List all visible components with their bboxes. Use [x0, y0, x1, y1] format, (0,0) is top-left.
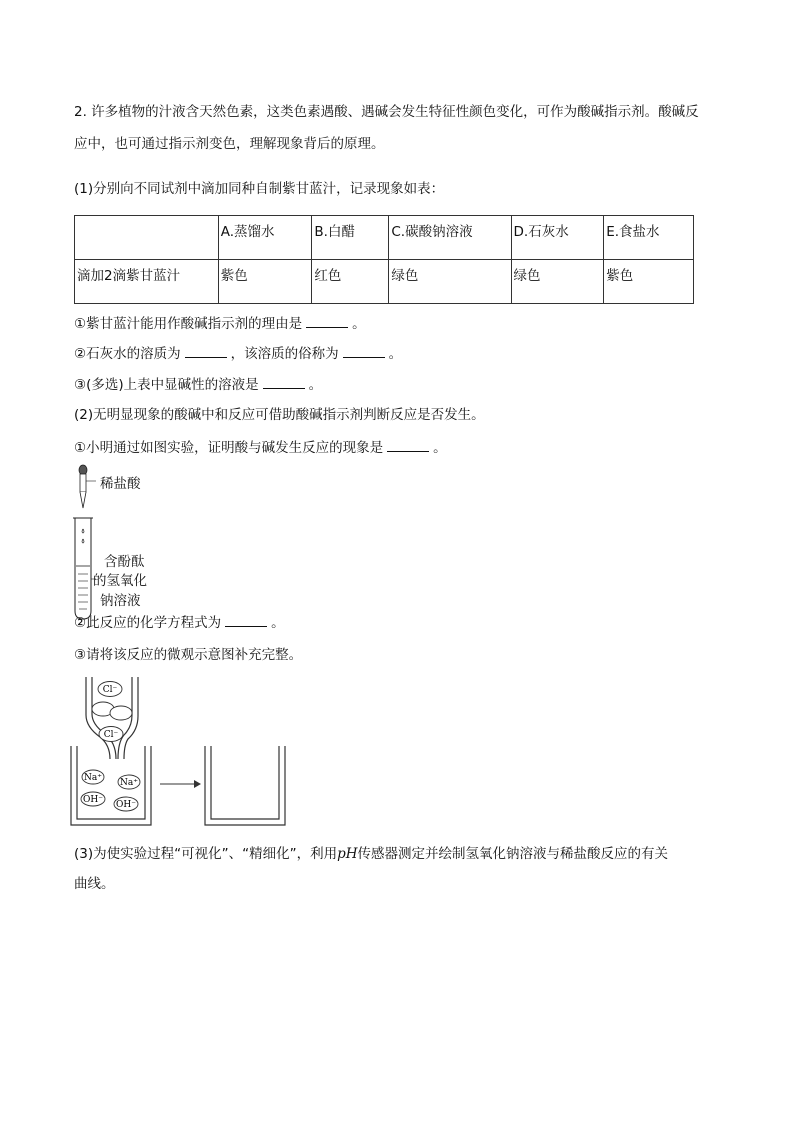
micro-diagram: [66, 675, 296, 827]
intro-line-2: 应中，也可通过指示剂变色，理解现象背后的原理。: [74, 136, 385, 152]
table-cell: 紫色: [218, 260, 312, 304]
part1-q3: ③(多选)上表中显碱性的溶液是 。: [74, 377, 323, 393]
arrow-right-icon: [160, 780, 201, 788]
answer-blank[interactable]: [387, 438, 429, 452]
answer-blank[interactable]: [263, 375, 305, 389]
part1-q2: ②石灰水的溶质为 ，该溶质的俗称为 。: [74, 346, 403, 362]
molecule-icon: [92, 702, 132, 720]
table-header-cell: E.食盐水: [604, 216, 694, 260]
table-row-label: 滴加2滴紫甘蓝汁: [75, 260, 219, 304]
ion-cl-top: [98, 682, 122, 697]
part1-stem: (1)分别向不同试剂中滴加同种自制紫甘蓝汁，记录现象如表：: [74, 181, 445, 197]
svg-text:Cl⁻: Cl⁻: [102, 685, 118, 695]
answer-blank[interactable]: [185, 344, 227, 358]
ion-oh-1: [81, 792, 105, 806]
label-acid: 稀盐酸: [100, 476, 141, 492]
dropper-testtube-figure: [66, 463, 100, 623]
svg-text:Cl⁻: Cl⁻: [103, 730, 119, 740]
label-solution-2: 的氢氧化: [93, 573, 147, 589]
beaker-right-icon: [205, 746, 285, 825]
ion-oh-2: [114, 797, 138, 811]
ion-cl-mid: [99, 727, 123, 742]
table-cell: 绿色: [389, 260, 511, 304]
table-header-cell: B.白醋: [312, 216, 389, 260]
part2-q1: ①小明通过如图实验，证明酸与碱发生反应的现象是 。: [74, 440, 447, 456]
part3-line-2: 曲线。: [74, 876, 115, 892]
label-solution-1: 含酚酞: [104, 554, 145, 570]
svg-text:OH⁻: OH⁻: [116, 800, 136, 810]
ion-na-1: [82, 770, 104, 784]
drop-icon: [82, 529, 84, 543]
answer-blank[interactable]: [225, 613, 267, 627]
answer-blank[interactable]: [343, 344, 385, 358]
svg-text:Na⁺: Na⁺: [84, 773, 102, 783]
answer-blank[interactable]: [306, 314, 348, 328]
part1-q1: ①紫甘蓝汁能用作酸碱指示剂的理由是 。: [74, 316, 366, 332]
table-cell: 红色: [312, 260, 389, 304]
label-solution-3: 钠溶液: [100, 593, 141, 609]
table-header-cell: C.碳酸钠溶液: [389, 216, 511, 260]
table-header-cell: [75, 216, 219, 260]
table-header-row: [75, 216, 694, 260]
table-cell: 绿色: [511, 260, 604, 304]
part2-q2: ②此反应的化学方程式为 。: [74, 615, 285, 631]
table-row: [75, 260, 694, 304]
table-header-cell: A.蒸馏水: [218, 216, 312, 260]
part2-q3: ③请将该反应的微观示意图补充完整。: [74, 647, 303, 663]
part3-line-1: (3)为使实验过程“可视化”、“精细化”，利用pH传感器测定并绘制氢氧化钠溶液与稀盐酸反应的有关: [74, 846, 669, 862]
svg-text:Na⁺: Na⁺: [120, 778, 138, 788]
part2-stem: (2)无明显现象的酸碱中和反应可借助酸碱指示剂判断反应是否发生。: [74, 407, 485, 423]
svg-text:OH⁻: OH⁻: [83, 795, 103, 805]
intro-line-1: 2. 许多植物的汁液含天然色素，这类色素遇酸、遇碱会发生特征性颜色变化，可作为酸碱指示剂。酸碱反: [74, 104, 699, 120]
observation-table: [74, 215, 694, 304]
table-cell: 紫色: [604, 260, 694, 304]
table-header-cell: D.石灰水: [511, 216, 604, 260]
dropper-icon: [79, 465, 87, 508]
ion-na-2: [118, 775, 140, 789]
